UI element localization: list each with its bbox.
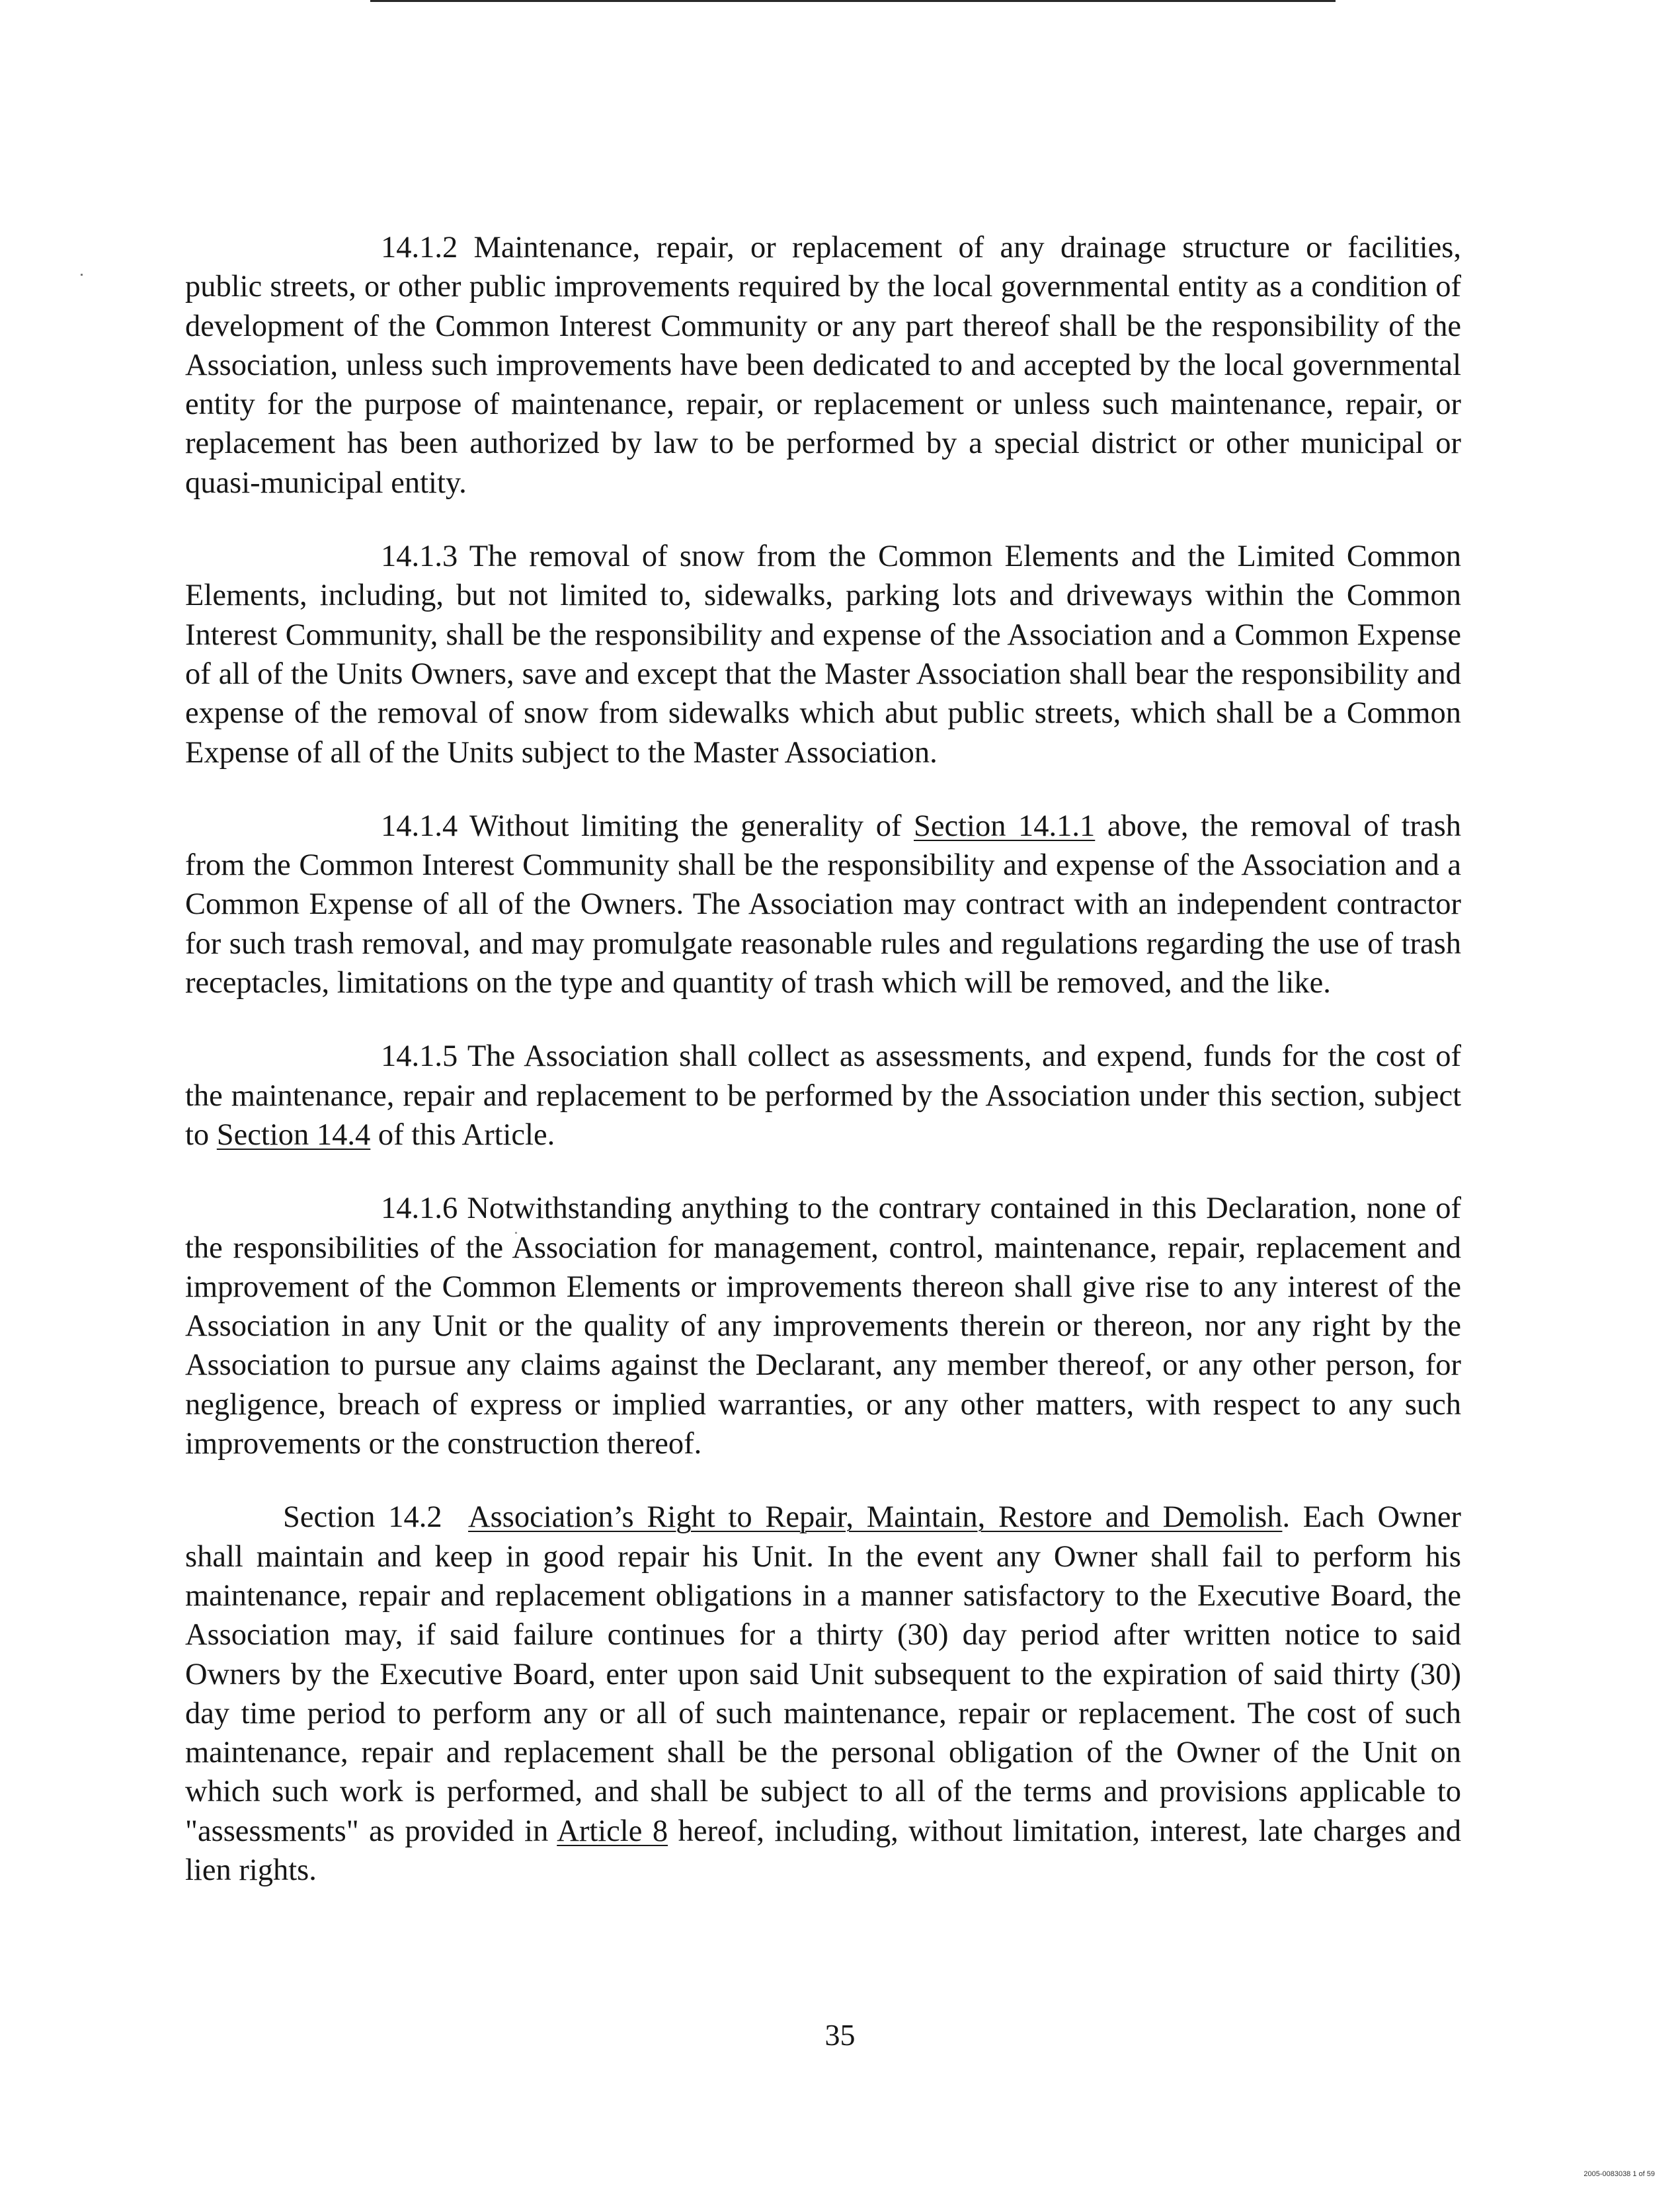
paragraph-text: 14.1.2 Maintenance, repair, or replacement of any drainage structure or facilities, public streets, or other public improvements required by the local governmental entity as a condition of development of the Common Interest Community or any part thereof shall be the responsibility of the Association, unless such improvements have been dedicated to and accepted by the local governmental entity for the purpose of maintenance, repair, or replacement or unless such maintenance, repair, or replacement has been authorized by law to be performed by a special district or other municipal or quasi-municipal entity. xyxy=(185,231,1461,500)
paragraph-text: 14.1.6 Notwithstanding anything to the contrary contained in this Declaration, none of the responsibilities of the Association for management, control, maintenance, repair, replacement and improvement of the Common Elements or improvements thereon shall give rise to any interest of the Association in any Unit or the quality of any improvements therein or thereon, nor any right by the Association to pursue any claims against the Declarant, any member thereof, or any other person, for negligence, breach of express or implied warranties, or any other matters, with respect to any such improvements or the construction thereof. xyxy=(185,1192,1461,1461)
paragraph-text: above, the removal of trash from the Common Interest Community shall be the responsibility and expense of the Association and a Common Expense of all of the Owners. The Association may contract with an independent contractor for such trash removal, and may promulgate reasonable rules and regulations regarding the use of trash receptacles, limitations on the type and quantity of trash which will be removed, and the like. xyxy=(185,809,1462,1000)
document-body xyxy=(185,228,1461,1890)
paragraph-text: . Each Owner shall maintain and keep in good repair his Unit. In the event any Owner shall fail to perform his maintenance, repair and replacement obligations in a manner satisfactory to the Executive Board, the Association may, if said failure continues for a thirty (30) day period after written notice to said Owners by the Executive Board, enter upon said Unit subsequent to the expiration of said thirty (30) day time period to perform any or all of such maintenance, repair or replacement. The cost of such maintenance, repair and replacement shall be the personal obligation of the Owner of the Unit on which such work is performed, and shall be subject to all of the terms and provisions applicable to "assessments" as provided in xyxy=(185,1500,1461,1848)
paragraph-text: hereof, including, without limitation, interest, late charges and lien rights. xyxy=(185,1814,1461,1887)
paragraph-text: 14.1.4 Without limiting the generality of xyxy=(381,809,914,843)
top-rule xyxy=(370,0,1336,2)
recording-stamp: 2005-0083038 1 of 59 xyxy=(1583,2170,1655,2178)
paragraph-14-1-6 xyxy=(185,1189,1461,1463)
section-number: Section 14.2 xyxy=(283,1500,442,1535)
paragraph-text: 14.1.3 The removal of snow from the Common Elements and the Limited Common Elements, including, but not limited to, sidewalks, parking lots and driveways within the Common Interest Community, shall be the responsibility and expense of the Association and a Common Expense of all of the Units Owners, save and except that the Master Association shall bear the responsibility and expense of the removal of snow from sidewalks which abut public streets, which shall be a Common Expense of all of the Units subject to the Master Association. xyxy=(185,540,1461,770)
section-heading: Association’s Right to Repair, Maintain, Restore and Demolish xyxy=(468,1500,1283,1535)
page-number: 35 xyxy=(824,2018,856,2052)
paragraph-14-1-5 xyxy=(185,1037,1461,1154)
article-reference-8: Article 8 xyxy=(557,1814,668,1848)
paragraph-14-1-2 xyxy=(185,228,1461,503)
paragraph-section-14-2 xyxy=(185,1498,1461,1890)
section-reference-14-1-1: Section 14.1.1 xyxy=(914,809,1096,843)
section-reference-14-4: Section 14.4 xyxy=(216,1117,371,1152)
paragraph-14-1-4 xyxy=(185,807,1461,1002)
scan-speck xyxy=(81,274,83,276)
paragraph-text: 14.1.5 The Association shall collect as assessments, and expend, funds for the cost of the maintenance, repair and replacement to be performed by the Association under this section, subject to xyxy=(185,1039,1461,1152)
paragraph-14-1-3 xyxy=(185,537,1461,772)
paragraph-text: of this Article. xyxy=(370,1117,555,1152)
